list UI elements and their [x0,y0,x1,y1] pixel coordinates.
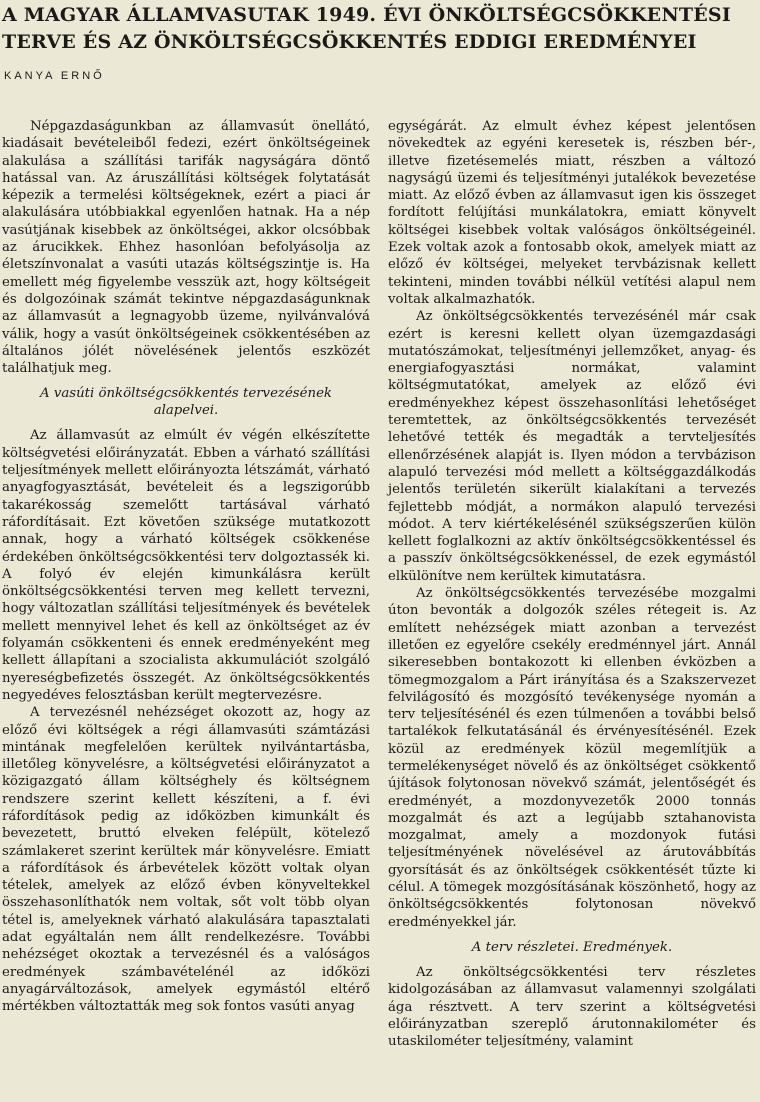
article-body [2,118,756,1102]
paragraph: Az önköltségcsökkentési terv részletes kidolgozásában az államvasut valamennyi szolgálati ága résztvett. A terv szerint a költségvetési előirányzatban szereplő árutonnakilométer és utaskilométer teljesítmény, valamint [388,964,756,1050]
title-line-1: A MAGYAR ÁLLAMVASUTAK 1949. ÉVI ÖNKÖLTSÉGCSÖKKENTÉSI [2,4,731,26]
paragraph: Az önköltségcsökkentés tervezésébe mozgalmi úton bevonták a dolgozók széles rétegeit is. Az említett nehézségek miatt azonban a tervezést illetően ez egyelőre csekély eredménnyel járt. Annál sikeresebben bontakozott ki ellenben évközben a tömegmozgalom a Párt irányítása és a Szakszervezet felvilágosító és mozgósító tevékenysége nyomán a terv teljesítésénél és ezen túlmenően a további belső tartalékok felkutatásánál és érvényesítésénél. Ezek közül az eredmények közül megemlítjük a termelékenységet növelő és az önköltséget csökkentő újítások folytonosan növekvő számát, jelentőségét és eredményét, a mozdonyvezetők 2000 tonnás mozgalmát és azt a legújabb sztahanovista mozgalmat, amely a mozdonyok futási teljesítményének növelésével az árutovábbítás gyorsítását és az önköltségek csökkentését tűzte ki célul. A tömegek mozgósításának köszönhető, hogy az önköltségcsökkentés folytonosan növekvő eredményekkel jár. [388,586,756,930]
title-line-2: TERVE ÉS AZ ÖNKÖLTSÉGCSÖKKENTÉS EDDIGI EREDMÉNYEI [2,31,697,53]
paragraph: egységárát. Az elmult évhez képest jelentősen növekedtek az egyéni keresetek is, részben bér-, illetve fizetésemelés miatt, részben a változó nagyságú üzemi és teljesítményi jutalékok bevezetése miatt. Az előző évben az államvasut igen kis összeget fordított felújítási munkálatokra, emiatt könyvelt költségei kisebbek voltak valóságos önköltségeinél. Ezek voltak azok a fontosabb okok, amelyek miatt az előző év költségei, melyeket tervbázisnak kellett tekinteni, minden további nélkül vetítési alapul nem voltak alkalmazhatók. [388,119,756,307]
paragraph: Az önköltségcsökkentés tervezésénél már csak ezért is keresni kellett olyan üzemgazdasági mutatószámokat, teljesítményi jellemzőket, anyag- és energiafogyasztási normákat, valamint költségmutatókat, amelyek az előző évi eredményekhez képest összehasonlítási lehetőséget teremtettek, az önköltségcsökkentés tervezését lehetővé tették és megadták a tervteljesítés ellenőrzésének alapját is. Ilyen módon a tervbázison alapuló tervezési mód mellett a költséggazdálkodás jelentős területén sikerült kialakítani a tervezés fejlettebb módját, a normákon alapuló tervezési módot. A terv kiértékelésénél szükségszerűen külön kellett foglalkozni az aktív önköltségcsökkentéssel és a passzív önköltségcsökkenéssel, de ezek egymástól elkülönítve nem kerültek kimutatásra. [388,309,756,584]
paragraph: Az államvasút az elmúlt év végén elkészítette költségvetési előirányzatát. Ebben a várható szállítási teljesítmények mellett előirányozta létszámát, várható anyagfogyasztását, bevételeit és a legszigorúbb takarékosság szemelőtt tartásával várható ráfordításait. Ezt követően szüksége mutatkozott annak, hogy a várható költségek csökkenése érdekében önköltségcsökkentési terv dolgoztassék ki. A folyó év elején kimunkálásra került önköltségcsökkentési terven meg kellett tervezni, hogy változatlan szállítási teljesítmények és bevételek mellett mennyivel lehet és kell az önköltséget az év folyamán csökkenteni és ennek eredményeként meg kellett állapítani a szocialista akkumulációt szolgáló nyereségbefizetés összegét. Az önköltségcsökkentés negyedéves felosztásban került megtervezésre. [2,428,370,703]
section-heading: A vasúti önköltségcsökkentés tervezésének alapelvei. [39,386,332,419]
left-column [2,118,370,1102]
author-name: KANYA ERNŐ [4,70,105,82]
paragraph: A tervezésnél nehézséget okozott az, hogy az előző évi költségek a régi államvasúti számtázási mintának megfelelően kerültek nyilvántartásba, illetőleg könyvelésre, a költségvetési előirányzatot a közigazgató állam költséghely és költségnem rendszere szerint kellett készíteni, a f. évi ráfordítások pedig az időközben kimunkált és bevezetett, bruttó elveken felépült, kötelező számlakeret szerint kerültek már könyvelésre. Emiatt a ráfordítások és árbevételek között voltak olyan tételek, amelyek az előző évben könyveltekkel összehasonlíthatók nem voltak, sőt volt több olyan tétel is, amelyeknek várható alakulására tapasztalati adat egyáltalán nem állt rendelkezésre. További nehézséget okoztak a tervezésnél és a valóságos eredmények számbavételénél az időközi anyagárváltozások, amelyek egymástól eltérő mértékben változtatták meg sok fontos vasúti anyag [2,705,370,1015]
section-heading: A terv részletei. Eredmények. [471,939,673,955]
paragraph: Népgazdaságunkban az államvasút önellátó, kiadásait bevételeiből fedezi, ezért önköltségeinek alakulása a szállítási tarifák nagyságára döntő hatással van. Az áruszállítási költségek folytatását képezik a termelési költségeknek, ezért a piaci ár alakulására utóbbiakkal egyenlően hatnak. Ha a nép vasútjának kisebbek az önköltségei, akkor olcsóbbak az árucikkek. Ehhez hasonlóan befolyásolja az életszínvonalat a vasúti utazás költségszintje is. Ha emellett még figyelembe vesszük azt, hogy költségeit és dolgozóinak számát tekintve népgazdaságunknak az államvasút a legnagyobb üzeme, nyilvánvalóvá válik, hogy a vasút önköltségeinek csökkentésében az általános jólét növelésének jelentős eszközét találhatjuk meg. [2,119,370,377]
right-column [388,118,756,1102]
article-title [2,2,754,56]
